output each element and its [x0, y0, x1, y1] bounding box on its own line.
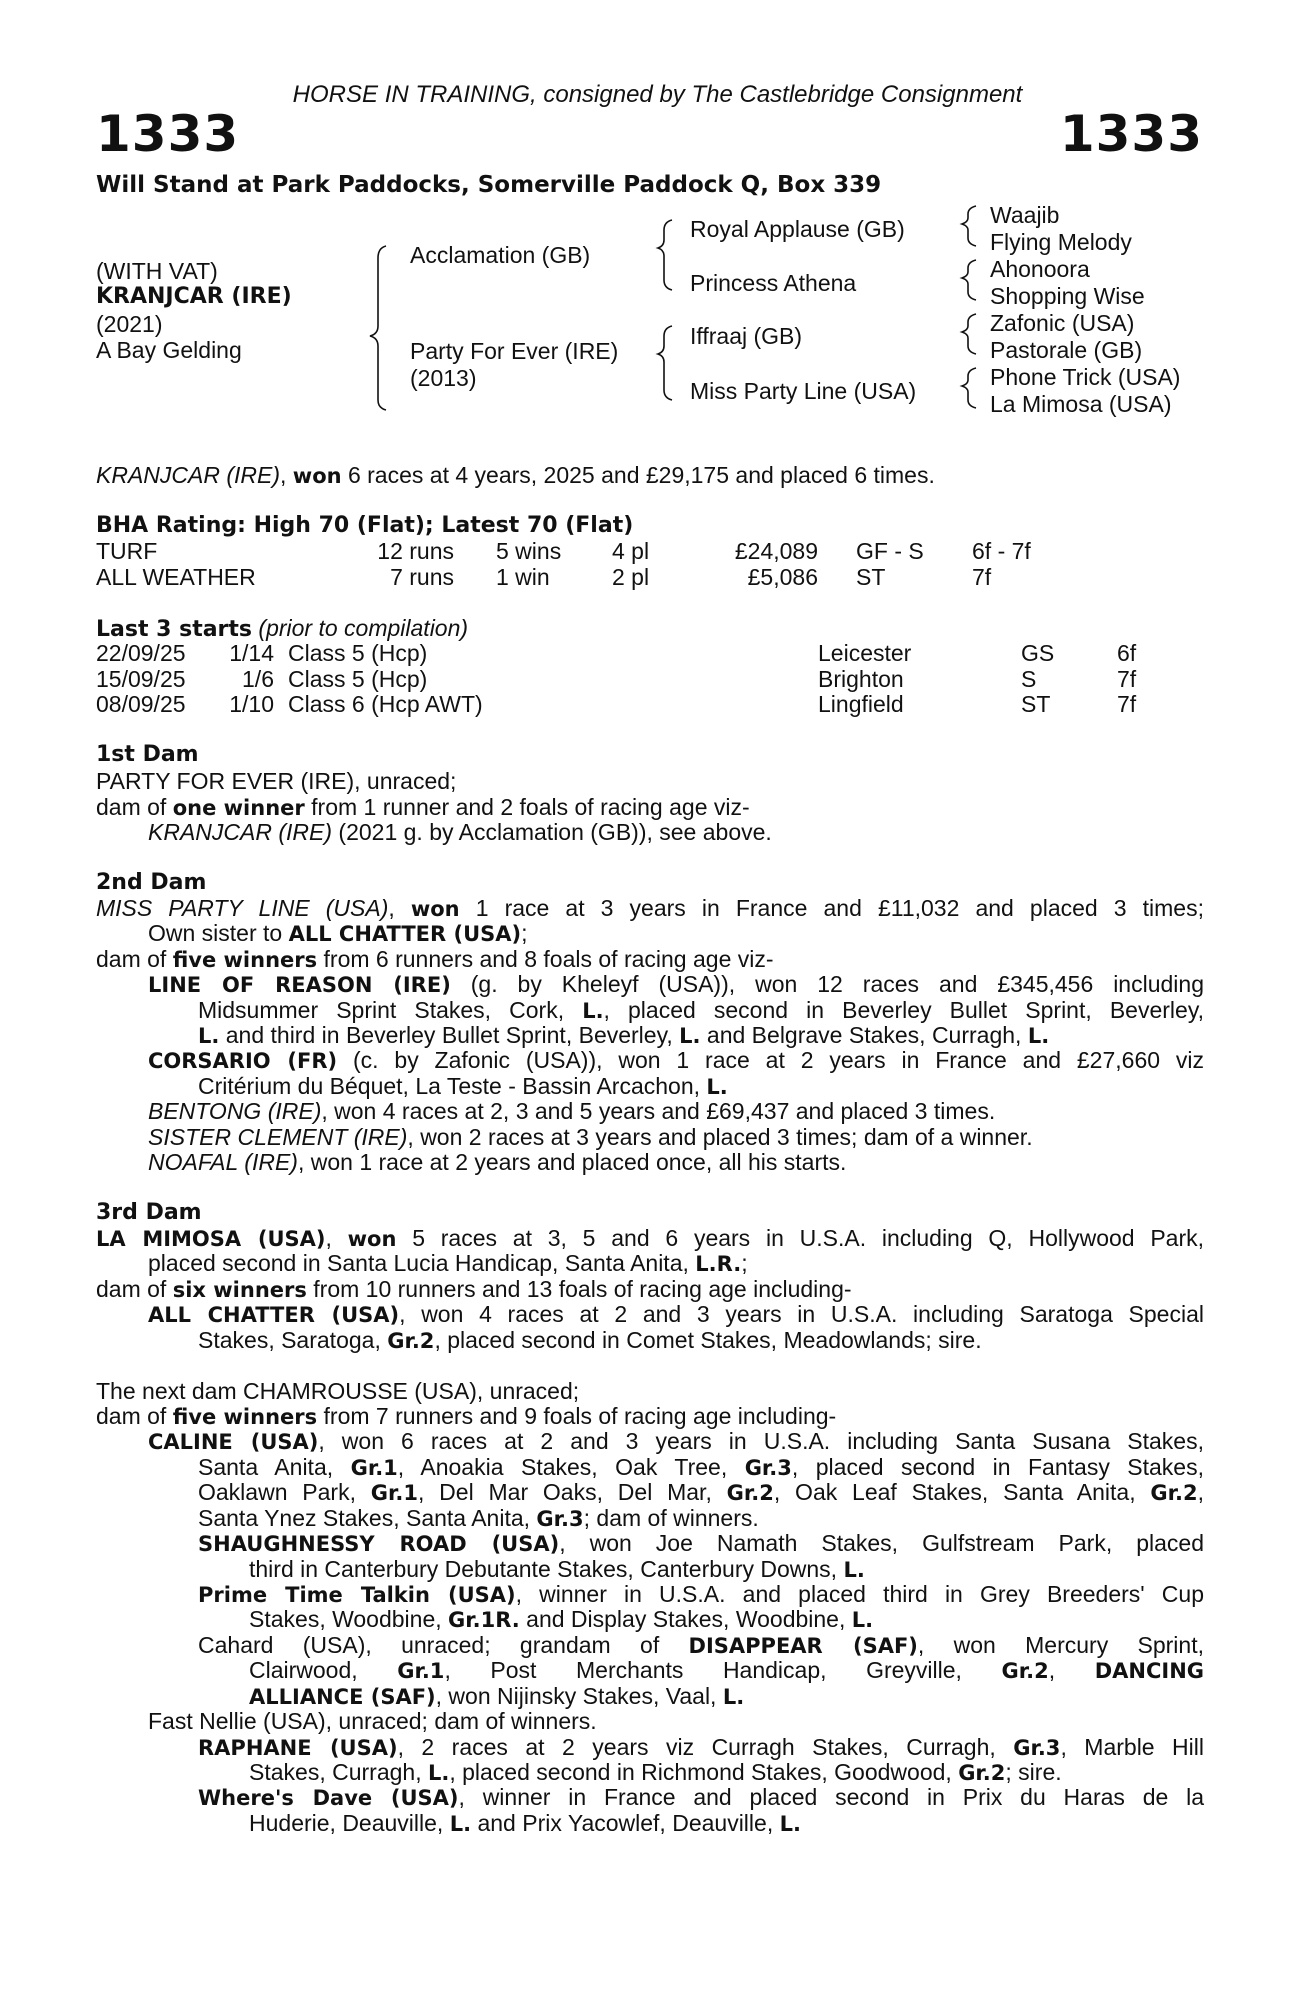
nextdam-line: Santa Ynez Stakes, Santa Anita, Gr.3; dam of winners. — [198, 1505, 759, 1531]
start-distance: 6f — [1117, 640, 1137, 666]
dam3-title: 3rd Dam — [96, 1200, 202, 1225]
start-going: ST — [1021, 691, 1051, 717]
dam-dam: Miss Party Line (USA) — [690, 378, 917, 404]
rating-placed: 4 pl — [612, 538, 650, 564]
dam2-line: MISS PARTY LINE (USA), won 1 race at 3 years in France and £11,032 and placed 3 times; — [96, 895, 1204, 921]
rating-surface: ALL WEATHER — [96, 564, 256, 590]
dam-year: (2013) — [410, 365, 477, 391]
nextdam-line: Santa Anita, Gr.1, Anoakia Stakes, Oak Tree, Gr.3, placed second in Fantasy Stakes, — [198, 1454, 1204, 1480]
rating-going: ST — [856, 564, 886, 590]
dam3-line: ALL CHATTER (USA), won 4 races at 2 and 3 years in U.S.A. including Saratoga Special — [148, 1301, 1204, 1327]
nextdam-line: Oaklawn Park, Gr.1, Del Mar Oaks, Del Mar, Gr.2, Oak Leaf Stakes, Santa Anita, Gr.2, — [198, 1479, 1204, 1505]
start-course: Leicester — [818, 640, 912, 666]
start-course: Brighton — [818, 666, 904, 692]
dds: Phone Trick (USA) — [990, 364, 1181, 390]
nextdam-line: Stakes, Curragh, L., placed second in Richmond Stakes, Goodwood, Gr.2; sire. — [249, 1759, 1062, 1785]
rating-wins: 5 wins — [496, 538, 562, 564]
dam3-line: Stakes, Saratoga, Gr.2, placed second in Comet Stakes, Meadowlands; sire. — [198, 1327, 982, 1353]
consignor-line: HORSE IN TRAINING, consigned by The Castlebridge Consignment — [292, 81, 1023, 108]
dam2-line: Own sister to ALL CHATTER (USA); — [148, 920, 528, 946]
rating-distance: 7f — [972, 564, 992, 590]
start-date: 15/09/25 — [96, 666, 186, 692]
dam1-title: 1st Dam — [96, 742, 199, 767]
start-date: 22/09/25 — [96, 640, 186, 666]
race-summary: KRANJCAR (IRE), won 6 races at 4 years, 2025 and £29,175 and placed 6 times. — [96, 462, 935, 488]
start-position: 1/14 — [229, 640, 274, 666]
horse-year: (2021) — [96, 311, 163, 337]
nextdam-line: Cahard (USA), unraced; grandam of DISAPPEAR (SAF), won Mercury Sprint, — [198, 1632, 1204, 1658]
start-position: 1/10 — [229, 691, 274, 717]
nextdam-line: Prime Time Talkin (USA), winner in U.S.A. and placed third in Grey Breeders' Cup — [198, 1581, 1204, 1607]
sire: Acclamation (GB) — [410, 242, 591, 268]
nextdam-line: ALLIANCE (SAF), won Nijinsky Stakes, Vaal, L. — [249, 1683, 745, 1709]
nextdam-line: Stakes, Woodbine, Gr.1R. and Display Stakes, Woodbine, L. — [249, 1606, 874, 1632]
start-distance: 7f — [1117, 691, 1137, 717]
dam2-title: 2nd Dam — [96, 870, 207, 895]
nextdam-line: Clairwood, Gr.1, Post Merchants Handicap, Greyville, Gr.2, DANCING — [249, 1657, 1204, 1683]
dam2-line: LINE OF REASON (IRE) (g. by Kheleyf (USA)), won 12 races and £345,456 including — [148, 971, 1204, 997]
sds: Ahonoora — [990, 256, 1090, 282]
rating-placed: 2 pl — [612, 564, 650, 590]
dam2-line: L. and third in Beverley Bullet Sprint, Beverley, L. and Belgrave Stakes, Curragh, L. — [198, 1022, 1050, 1048]
dam2-line: Midsummer Sprint Stakes, Cork, L., placed second in Beverley Bullet Sprint, Beverley, — [198, 997, 1205, 1023]
rating-runs: 7 runs — [390, 564, 454, 590]
last-starts-title: Last 3 starts (prior to compilation) — [96, 615, 469, 642]
nextdam-line: CALINE (USA), won 6 races at 2 and 3 years in U.S.A. including Santa Susana Stakes, — [148, 1428, 1204, 1454]
nextdam-line: The next dam CHAMROUSSE (USA), unraced; — [96, 1378, 580, 1404]
nextdam-line: Where's Dave (USA), winner in France and placed second in Prix du Haras de la — [198, 1784, 1204, 1810]
sire-sire: Royal Applause (GB) — [690, 216, 905, 242]
horse-description: A Bay Gelding — [96, 337, 242, 363]
start-distance: 7f — [1117, 666, 1137, 692]
vat-note: (WITH VAT) — [96, 258, 218, 284]
pedigree-braces — [0, 0, 1315, 430]
lot-number-right: 1333 — [1059, 105, 1203, 163]
lot-number-left: 1333 — [96, 105, 240, 163]
dam2-line: BENTONG (IRE), won 4 races at 2, 3 and 5 years and £69,437 and placed 3 times. — [148, 1098, 996, 1124]
start-date: 08/09/25 — [96, 691, 186, 717]
dam1-line: KRANJCAR (IRE) (2021 g. by Acclamation (GB)), see above. — [148, 819, 772, 845]
rating-runs: 12 runs — [377, 538, 454, 564]
sdd: Shopping Wise — [990, 283, 1145, 309]
horse-name: KRANJCAR (IRE) — [96, 284, 292, 309]
rating-going: GF - S — [856, 538, 924, 564]
dam2-line: Critérium du Béquet, La Teste - Bassin Arcachon, L. — [198, 1073, 728, 1099]
nextdam-line: Huderie, Deauville, L. and Prix Yacowlef, Deauville, L. — [249, 1810, 801, 1836]
nextdam-line: SHAUGHNESSY ROAD (USA), won Joe Namath Stakes, Gulfstream Park, placed — [198, 1530, 1204, 1556]
nextdam-line: dam of five winners from 7 runners and 9 foals of racing age including- — [96, 1403, 837, 1429]
rating-surface: TURF — [96, 538, 158, 564]
stand-location: Will Stand at Park Paddocks, Somerville Paddock Q, Box 339 — [96, 172, 882, 198]
start-class: Class 5 (Hcp) — [288, 666, 428, 692]
rating-title: BHA Rating: High 70 (Flat); Latest 70 (Flat) — [96, 513, 634, 538]
sss: Waajib — [990, 202, 1060, 228]
dam2-line: CORSARIO (FR) (c. by Zafonic (USA)), won 1 race at 2 years in France and £27,660 viz — [148, 1047, 1204, 1073]
rating-distance: 6f - 7f — [972, 538, 1031, 564]
ssd: Flying Melody — [990, 229, 1132, 255]
start-going: GS — [1021, 640, 1055, 666]
start-position: 1/6 — [242, 666, 274, 692]
nextdam-line: third in Canterbury Debutante Stakes, Canterbury Downs, L. — [249, 1556, 865, 1582]
dss: Zafonic (USA) — [990, 310, 1135, 336]
nextdam-line: Fast Nellie (USA), unraced; dam of winners. — [148, 1708, 597, 1734]
dam3-line: LA MIMOSA (USA), won 5 races at 3, 5 and 6 years in U.S.A. including Q, Hollywood Park, — [96, 1225, 1205, 1251]
dam2-line: SISTER CLEMENT (IRE), won 2 races at 3 years and placed 3 times; dam of a winner. — [148, 1124, 1033, 1150]
dam1-line: dam of one winner from 1 runner and 2 foals of racing age viz- — [96, 794, 750, 820]
nextdam-line: RAPHANE (USA), 2 races at 2 years viz Curragh Stakes, Curragh, Gr.3, Marble Hill — [198, 1734, 1204, 1760]
rating-money: £24,089 — [734, 538, 818, 564]
start-class: Class 6 (Hcp AWT) — [288, 691, 483, 717]
dam-sire: Iffraaj (GB) — [690, 323, 803, 349]
dsd: Pastorale (GB) — [990, 337, 1143, 363]
sire-dam: Princess Athena — [690, 270, 857, 296]
rating-wins: 1 win — [496, 564, 550, 590]
start-class: Class 5 (Hcp) — [288, 640, 428, 666]
start-going: S — [1021, 666, 1037, 692]
rating-money: £5,086 — [747, 564, 818, 590]
start-course: Lingfield — [818, 691, 904, 717]
dam1-line: PARTY FOR EVER (IRE), unraced; — [96, 768, 457, 794]
dam2-line: NOAFAL (IRE), won 1 race at 2 years and placed once, all his starts. — [148, 1149, 847, 1175]
dam: Party For Ever (IRE) — [410, 338, 619, 364]
dam2-line: dam of five winners from 6 runners and 8 foals of racing age viz- — [96, 946, 774, 972]
dam3-line: dam of six winners from 10 runners and 13 foals of racing age including- — [96, 1276, 852, 1302]
ddd: La Mimosa (USA) — [990, 391, 1172, 417]
dam3-line: placed second in Santa Lucia Handicap, Santa Anita, L.R.; — [148, 1250, 748, 1276]
